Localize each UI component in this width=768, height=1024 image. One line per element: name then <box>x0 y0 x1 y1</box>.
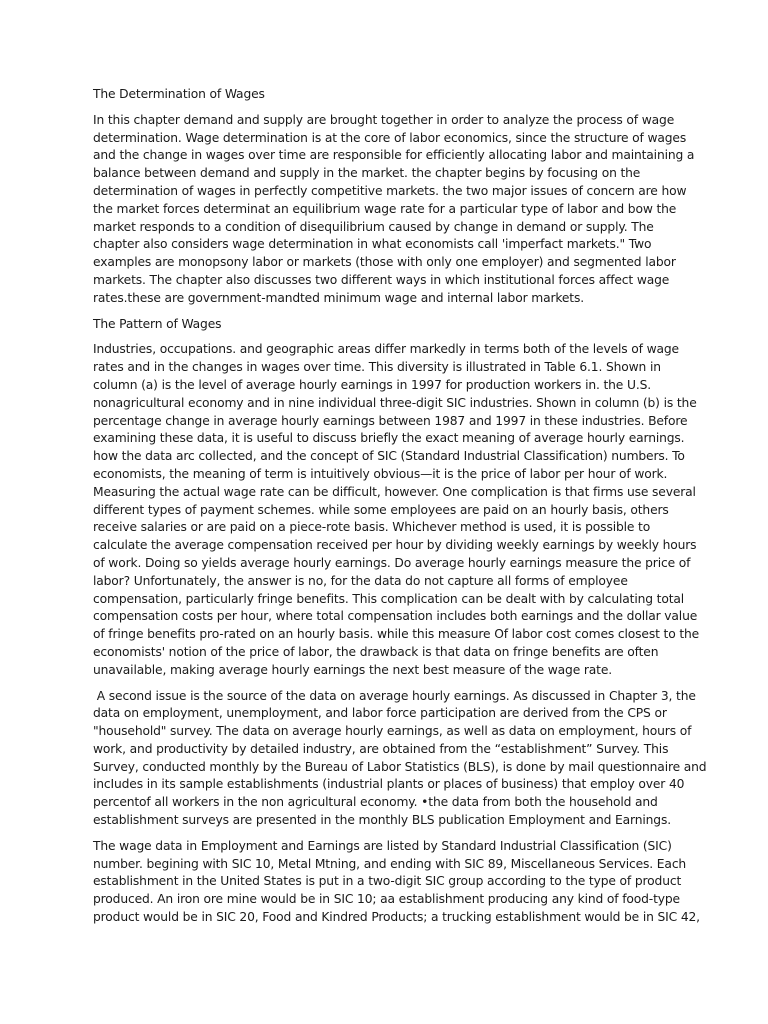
text-line: market responds to a condition of disequilibrium caused by change in demand or supply. The <box>93 219 654 234</box>
text-line: unavailable, making average hourly earnings the next best measure of the wage rate. <box>93 662 613 677</box>
text-line: incIudes in its sample establishments (industrial plants or places of business) that employ over 40 <box>93 777 685 792</box>
text-line: percentof all workers in the non agricultural economy. •the data from both the household and <box>93 795 658 810</box>
text-line: produced. An iron ore mine would be in SIC 10; aa establishment producing any kind of food-type <box>93 892 680 907</box>
text-line: the market forces determinat an equilibrium wage rate for a particular type of labor and bow the <box>93 201 677 216</box>
text-line: determination of wages in perfectly competitive markets. the two major issues of concern are how <box>93 183 687 198</box>
paragraph <box>93 341 700 679</box>
text-line: product would be in SIC 20, Food and Kindred Products; a trucking establishment would be in SIC 42, <box>93 910 700 925</box>
text-line: compensation, particularly fringe benefits. This complication can be dealt with by calculating total <box>93 591 685 606</box>
text-line: balance between demand and supply in the market. the chapter begins by focusing on the <box>93 166 641 181</box>
text-line: of fringe benefits pro-rated on an hourly basis. while this measure Of labor cost comes closest to the <box>93 627 700 642</box>
text-line: "household" survey. The data on average hourly earnings, as well as data on employment, hours of <box>93 724 692 739</box>
text-line: rates.these are government-mandted minimum wage and internal labor markets. <box>93 290 584 305</box>
text-line: different types of payment schemes. while some employees are paid on an hourly basis, others <box>93 502 669 517</box>
text-line: compensation costs per hour, where total compensation includes both earnings and the dollar value <box>93 609 698 624</box>
text-line: economists' notion of the price of labor, the drawback is that data on fringe benefits are often <box>93 644 659 659</box>
text-line: Survey, conducted monthly by the Bureau of Labor Statistics (BLS), is done by mail questionnaire and <box>93 759 707 774</box>
section-determination-of-wages <box>93 86 695 308</box>
section-heading: The Pattern of Wages <box>93 316 222 331</box>
text-line: number. begining with SIC 10, Metal Mtning, and ending with SIC 89, Miscellaneous Services. Each <box>93 856 687 871</box>
text-line: nonagricultural economy and in nine individual three-digit SIC industries. Shown in column (b) is the <box>93 395 697 410</box>
text-line: how the data arc collected, and the concept of SIC (Standard Industrial Classification) numbers. To <box>93 449 685 464</box>
text-line: receive salaries or are paid on a piece-rote basis. Whichever method is used, it is possible to <box>93 520 651 535</box>
text-line: calculate the average compensation received per hour by dividing weekly earnings by weekly hours <box>93 538 697 553</box>
text-line: A second issue is the source of the data on average hourly earnings. As discussed in Chapter 3, the <box>93 688 696 703</box>
text-line: determination. Wage determination is at the core of labor economics, since the structure of wages <box>93 130 687 145</box>
paragraph <box>93 838 700 927</box>
text-line: work, and productivity by detailed industry, are obtained from the “establishment” Survey. This <box>93 741 669 756</box>
text-line: examining these data, it is useful to discuss briefly the exact meaning of average hourly earnings. <box>93 431 685 446</box>
text-line: economists, the meaning of term is intuitively obvious—it is the price of labor per hour of work. <box>93 466 668 481</box>
text-line: Measuring the actual wage rate can be difficult, however. One complication is that firms use several <box>93 484 696 499</box>
text-line: establishment in the United States is put in a two-digit SIC group according to the type of product <box>93 874 682 889</box>
text-line: data on employment, unemployment, and labor force participation are derived from the CPS or <box>93 706 667 721</box>
text-line: establishment surveys are presented in the monthly BLS publication Employment and Earnings. <box>93 813 671 828</box>
text-line: and the change in wages over time are responsible for efficiently allocating labor and maintaining a <box>93 148 695 163</box>
text-line: labor? Unfortunately, the answer is no, for the data do not capture all forms of employee <box>93 573 628 588</box>
text-line: examples are monopsony labor or markets (those with only one employer) and segmented labor <box>93 255 676 270</box>
document-page <box>93 86 707 935</box>
text-line: In this chapter demand and supply are brought together in order to analyze the process of wage <box>93 112 675 127</box>
paragraph <box>93 688 707 830</box>
text-line: The wage data in Employment and Earnings are listed by Standard Industrial Classification (SIC) <box>93 838 672 853</box>
text-line: percentage change in average hourly earnings between 1987 and 1997 in these industries. Before <box>93 413 688 428</box>
text-line: markets. The chapter also discusses two different ways in which institutional forces affect wage <box>93 272 670 287</box>
text-line: column (a) is the level of average hourly earnings in 1997 for production workers in. the U.S. <box>93 377 652 392</box>
text-line: of work. Doing so yields average hourly earnings. Do average hourly earnings measure the price of <box>93 555 691 570</box>
text-line: Industries, occupations. and geographic areas differ markedly in terms both of the levels of wage <box>93 342 679 357</box>
text-line: chapter also considers wage determination in what economists call 'imperfact markets." Two <box>93 237 652 252</box>
section-pattern-of-wages <box>93 316 707 927</box>
section-heading: The Determination of Wages <box>93 87 265 101</box>
text-line: rates and in the changes in wages over time. This diversity is illustrated in Table 6.1. Shown in <box>93 360 661 375</box>
paragraph <box>93 112 695 308</box>
